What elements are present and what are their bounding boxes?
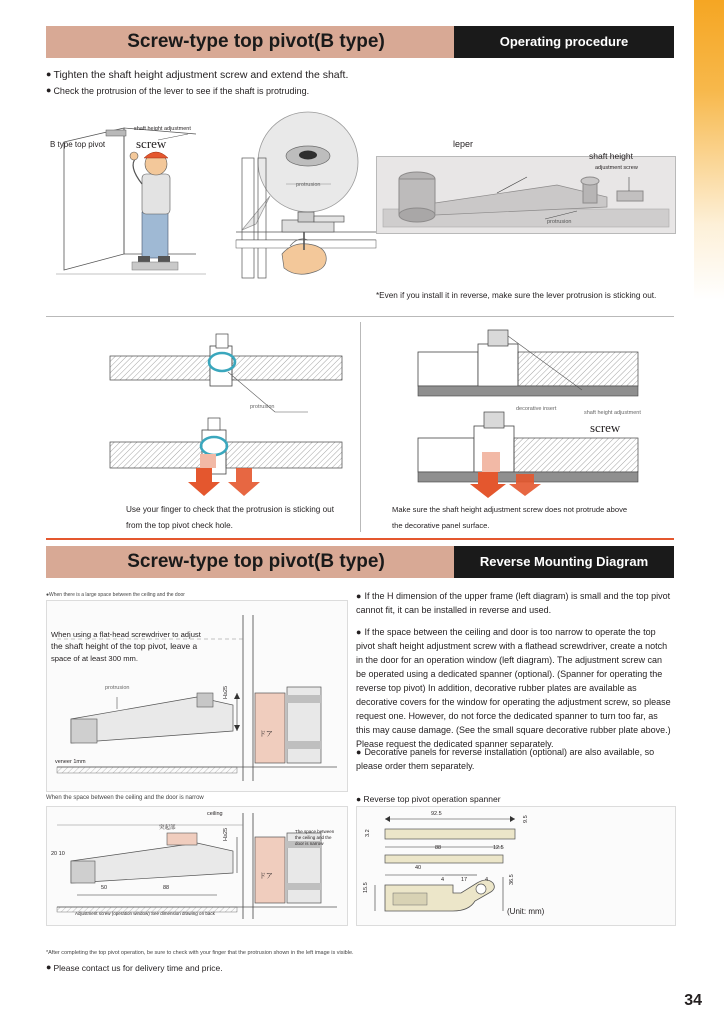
label-dim-50: 50 [101, 885, 108, 891]
dim-36-5: 36.5 [509, 874, 515, 885]
label-h-dim-1: H≥25 [223, 685, 229, 699]
unit-label: (Unit: mm) [507, 907, 545, 916]
section2-title: Screw-type top pivot(B type) [127, 551, 385, 572]
dim-92-5: 92.5 [431, 811, 442, 817]
figure-reverse-mount-2-svg [47, 807, 347, 925]
label-protrusion-photo: protrusion [547, 219, 572, 225]
label-shaft-height-sub: adjustment screw [595, 165, 638, 171]
bullet-dot-icon: ● [46, 69, 52, 79]
footnote-2: ● Please contact us for delivery time and price. [46, 962, 223, 973]
figure-decorative-panel [392, 326, 674, 506]
bullet-dot-icon: ● [356, 627, 362, 637]
label-note-small: Adjustment screw (operation window) See dimension drawing on back [75, 911, 215, 916]
dim-4b: 4 [485, 877, 489, 883]
section1-bullet-2: ● Check the protrusion of the lever to see if the shaft is protruding. [46, 85, 310, 96]
figure-check-hole-svg [100, 326, 360, 506]
section2-header [46, 546, 674, 578]
footnote-1: *After completing the top pivot operation, be sure to check with your finger that the protrusion shown in the left image is visible. [46, 950, 354, 956]
bullet-dot-icon: ● [356, 591, 362, 601]
label-screw: screw [136, 136, 167, 151]
label-protrusion-bottom-left: protrusion [250, 404, 275, 410]
spanner-heading: ● Reverse top pivot operation spanner [356, 794, 501, 804]
bullet-dot-icon: ● [356, 747, 362, 757]
dim-9-5: 9.5 [523, 815, 529, 823]
caption-right-1: Make sure the shaft height adjustment screw does not protrude above [392, 505, 628, 514]
section1-bullet-1: ● Tighten the shaft height adjustment screw and extend the shaft. [46, 69, 349, 81]
label-protrusion-callout: protrusion [296, 182, 321, 188]
divider-vertical [360, 322, 361, 532]
figure-decorative-panel-svg [392, 326, 674, 506]
section1-title: Screw-type top pivot(B type) [127, 31, 385, 52]
label-door-1: ドア [259, 731, 273, 738]
figure-reverse-mount-1 [46, 600, 348, 792]
section1-header [46, 26, 674, 58]
section2-bullet-1: ● If the H dimension of the upper frame (left diagram) is small and the top pivot cannot fit, it can be installed in reverse and used. [356, 591, 671, 615]
label-shaft-height-adjustment-2: shaft height adjustment [584, 410, 641, 416]
dim-12-5: 12.5 [493, 845, 504, 851]
dim-17: 17 [461, 877, 468, 883]
section2-bullet-3: ● Decorative panels for reverse installation (optional) are also available, so please order them separately. [356, 747, 655, 771]
left-box-text: When using a flat-head screwdriver to adjust the shaft height of the top pivot, leave a space of at least 300 mm. [51, 630, 201, 663]
label-dim-2010: 20 10 [51, 851, 65, 857]
dim-15-5: 15.5 [363, 882, 369, 893]
figure-check-hole [100, 326, 360, 506]
section2-left-note-top: ●When there is a large space between the ceiling and the door [46, 592, 185, 598]
label-ceiling: ceiling [207, 811, 223, 817]
label-protrusion-rev1: protrusion [105, 685, 130, 691]
figure-spanner [356, 806, 676, 926]
divider-1 [46, 316, 674, 317]
side-tab-label [697, 0, 721, 95]
figure-person-door [46, 104, 371, 289]
section2-bullet-2: ● If the space between the ceiling and door is too narrow to operate the top pivot shaft height adjustment screw with a flathead screwdriver, create a notch in the door for an operation window (left diagram). The adjustment screw can be operated using a dedicated spanner (optional). (Spanner for operating the reverse top pivot) In addition, decorative rubber plates are available as decorative covers for the window for operating the adjustment screw, so please request one. However, do not force the dedicated spanner to turn too far, as this may cause damage. (See the small square decorative rubber plate above.) Please request the dedicated spanner separately. [356, 627, 671, 749]
figure-person-door-svg [46, 104, 371, 289]
label-projection: 突起部 [159, 825, 176, 831]
caption-right-2: the decorative panel surface. [392, 521, 490, 530]
section1-note: *Even if you install it in reverse, make sure the lever protrusion is sticking out. [376, 291, 657, 300]
page-number: 34 [684, 992, 702, 1009]
figure-reverse-mount-2 [46, 806, 348, 926]
caption-left-2: from the top pivot check hole. [126, 521, 233, 530]
label-b-type-top-pivot: B type top pivot [50, 140, 106, 149]
figure-pivot-photo [376, 139, 676, 234]
label-shaft-height: shaft height [589, 151, 633, 161]
section2-badge: Reverse Mounting Diagram [454, 546, 674, 578]
bullet-dot-icon: ● [46, 85, 52, 95]
label-h-dim-2: H≥25 [223, 827, 229, 841]
section1-badge: Operating procedure [454, 26, 674, 58]
dim-4a: 4 [441, 877, 445, 883]
caption-left-1: Use your finger to check that the protrusion is sticking out [126, 505, 334, 514]
label-decorative-insert: decorative insert [516, 406, 557, 412]
dim-88: 88 [435, 845, 442, 851]
label-dim-88: 88 [163, 885, 170, 891]
label-side-note: The space between the ceiling and the door is narrow [295, 829, 335, 846]
label-shaft-height-adjustment: shaft height adjustment [134, 126, 191, 132]
label-lever: leper [453, 139, 474, 149]
section2-left-note-mid: When the space between the ceiling and the door is narrow [46, 795, 204, 801]
label-veneer: veneer 1mm [55, 759, 86, 765]
dim-40: 40 [415, 865, 422, 871]
bullet-dot-icon: ● [46, 962, 52, 972]
divider-accent [46, 538, 674, 540]
label-door-2: ドア [259, 873, 273, 880]
dim-3-2: 3.2 [365, 829, 371, 837]
label-screw-2: screw [590, 420, 621, 435]
